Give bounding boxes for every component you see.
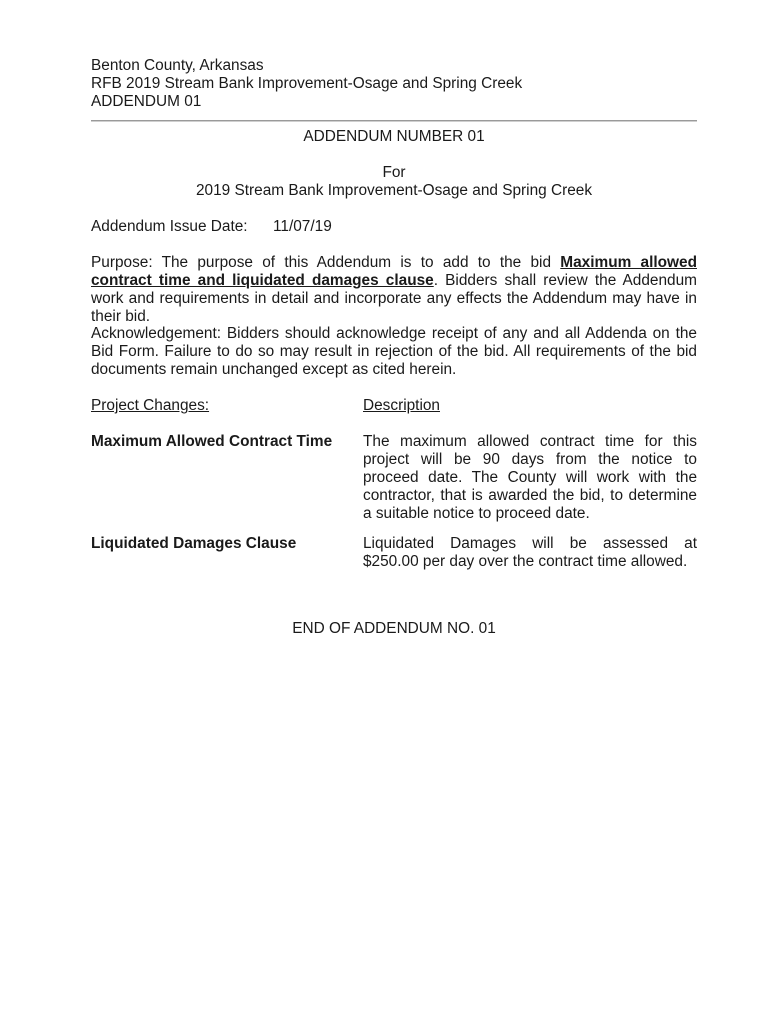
header-addendum: ADDENDUM 01 (91, 93, 202, 110)
change-item-description: The maximum allowed contract time for this project will be 90 days from the notice to proceed date. The County will work with the contractor, that is awarded the bid, to determine a suitable notice to proceed date. (363, 433, 697, 522)
acknowledgement-paragraph: Acknowledgement: Bidders should acknowledge receipt of any and all Addenda on the Bid Form. Failure to do so may result in rejection of the bid. All requirements of the bid documents remain unchanged except as cited herein. (91, 325, 697, 378)
addendum-title: ADDENDUM NUMBER 01 (303, 128, 485, 145)
change-item-name: Liquidated Damages Clause (91, 535, 297, 552)
document-header (91, 57, 697, 111)
description-header: Description (363, 397, 440, 414)
purpose-paragraph (91, 254, 697, 326)
header-county: Benton County, Arkansas (91, 57, 264, 74)
change-item-description: Liquidated Damages will be assessed at $250.00 per day over the contract time allowed. (363, 535, 697, 570)
issue-date-row (91, 218, 697, 236)
purpose-prefix: Purpose: The purpose of this Addendum is to add to the bid (91, 254, 561, 271)
issue-date-label: Addendum Issue Date: (91, 218, 248, 235)
project-changes-header: Project Changes: (91, 397, 210, 414)
project-title: 2019 Stream Bank Improvement-Osage and Spring Creek (195, 182, 593, 199)
end-of-addendum: END OF ADDENDUM NO. 01 (292, 620, 496, 637)
purpose-emphasis: Maximum allowed contract time and liquidated damages clause (91, 254, 697, 289)
for-label: For (382, 164, 406, 181)
purpose-suffix: . Bidders shall review the Addendum work and requirements in detail and incorporate any effects the Addendum may have in their bid. (91, 272, 697, 325)
issue-date-value: 11/07/19 (273, 218, 332, 235)
header-divider (91, 120, 697, 122)
change-item-name: Maximum Allowed Contract Time (91, 433, 333, 450)
header-rfb-title: RFB 2019 Stream Bank Improvement-Osage and Spring Creek (91, 75, 523, 92)
